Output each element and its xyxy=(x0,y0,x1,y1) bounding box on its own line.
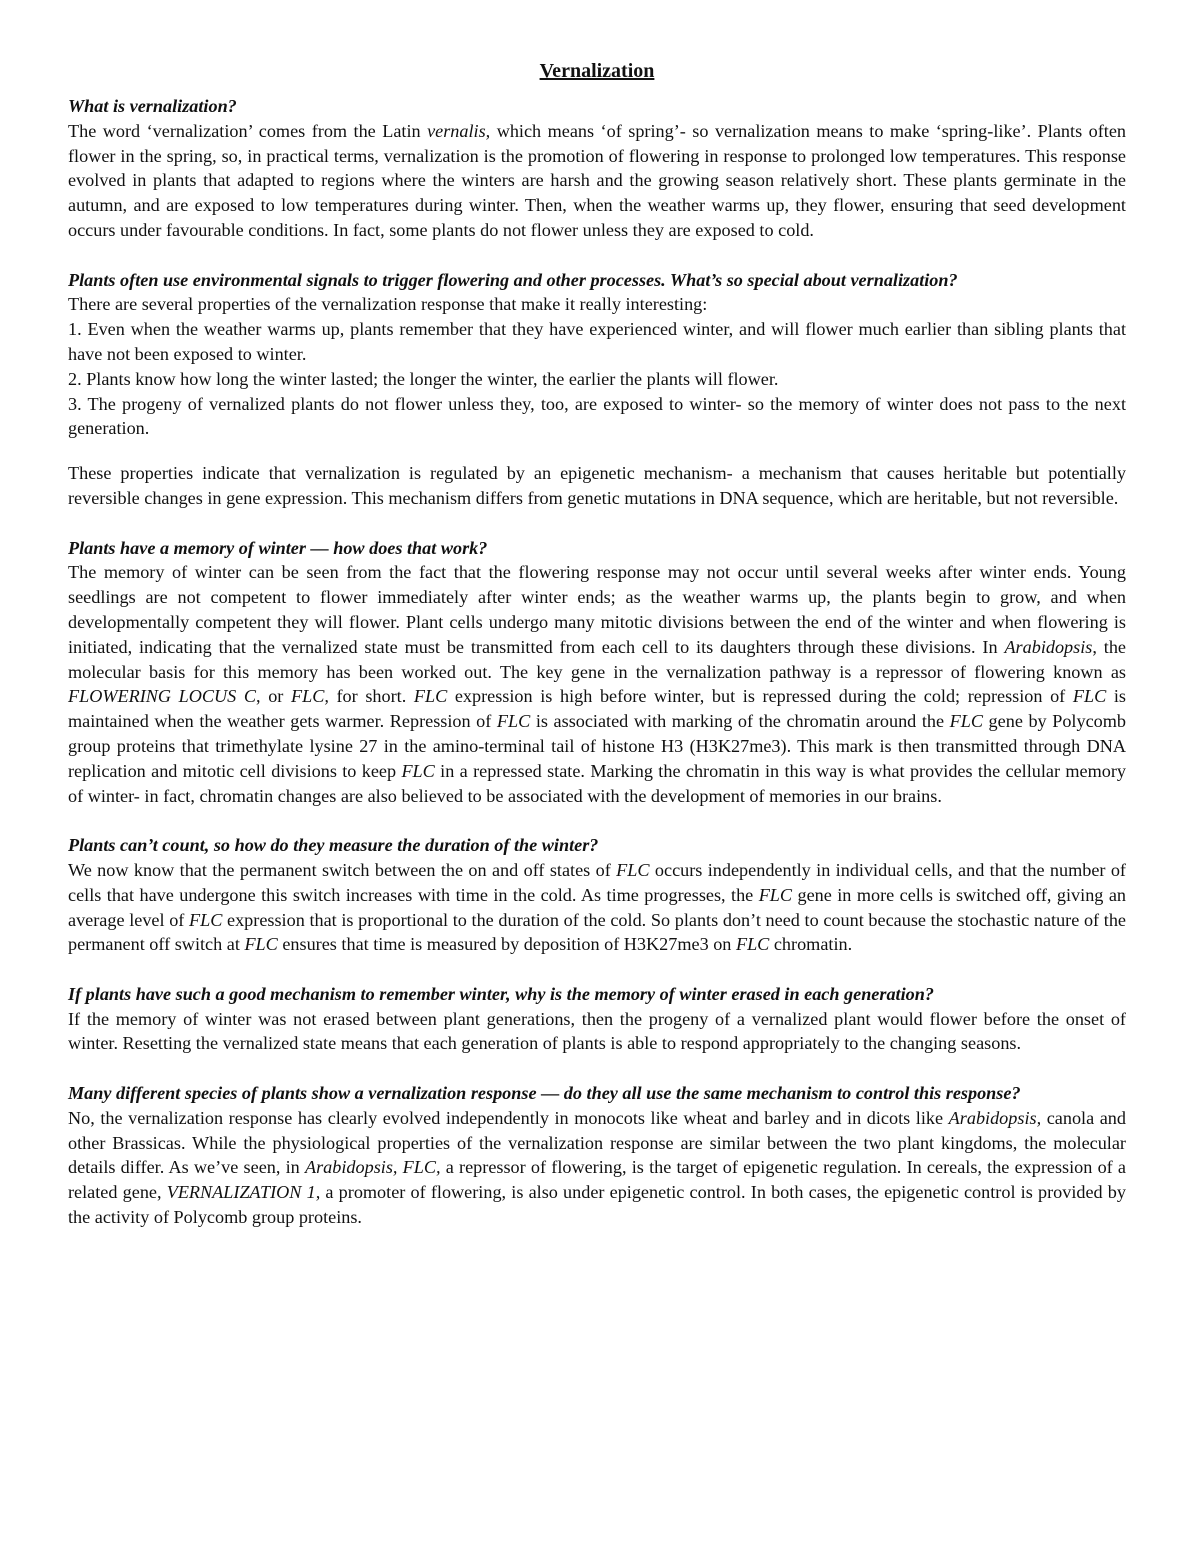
question-special-about-vernalization: Plants often use environmental signals to trigger flowering and other processes. What’s so special about vernalization? xyxy=(68,269,958,290)
question-memory-of-winter: Plants have a memory of winter — how does that work? xyxy=(68,537,488,558)
answer-paragraph-1: The word ‘vernalization’ comes from the Latin vernalis, which means ‘of spring’- so vernalization means to make ‘spring-like’. Plants often flower in the spring, so, in practical terms, vernalization is the promotion of flowering in response to prolonged low temperatures. This response evolved in plants that adapted to regions where the winters are harsh and the growing season relatively short. These plants germinate in the autumn, and are exposed to low temperatures during winter. Then, when the weather warms up, they flower, ensuring that seed development occurs under favourable conditions. In fact, some plants do not flower unless they are exposed to cold. xyxy=(68,120,1126,240)
question-what-is-vernalization: What is vernalization? xyxy=(68,96,237,116)
epigenetic-paragraph: These properties indicate that vernalization is regulated by an epigenetic mechanism- a mechanism that causes heritable but potentially reversible changes in gene expression. This mechanism differs from genetic mutations in DNA sequence, which are heritable, but not reversible. xyxy=(68,463,1126,508)
question-memory-erased: If plants have such a good mechanism to remember winter, why is the memory of winter erased in each generation? xyxy=(68,983,934,1004)
duration-paragraph: We now know that the permanent switch between the on and off states of FLC occurs independently in individual cells, and that the number of cells that have undergone this switch increases with time in the cold. As time progresses, the FLC gene in more cells is switched off, giving an average level of FLC expression that is proportional to the duration of the cold. So plants don’t need to count because the stochastic nature of the permanent off switch at FLC ensures that time is measured by deposition of H3K27me3 on FLC chromatin. xyxy=(68,859,1126,955)
mechanism-paragraph: No, the vernalization response has clearly evolved independently in monocots like wheat and barley and in dicots like Arabidopsis, canola and other Brassicas. While the physiological properties of the vernalization response are similar between the two plant kingdoms, the molecular details differ. As we’ve seen, in Arabidopsis, FLC, a repressor of flowering, is the target of epigenetic regulation. In cereals, the expression of a related gene, VERNALIZATION 1, a promoter of flowering, is also under epigenetic control. In both cases, the epigenetic control is provided by the activity of Polycomb group proteins. xyxy=(68,1107,1127,1228)
memory-paragraph: The memory of winter can be seen from the fact that the flowering response may not occur until several weeks after winter ends. Young seedlings are not competent to flower immediately after winter ends; as the weather warms up, the plants begin to grow, and when developmentally competent they will flower. Plant cells undergo many mitotic divisions between the end of the winter and when flowering is initiated, indicating that the vernalized state must be transmitted from each cell to its daughters through these divisions. In Arabidopsis, the molecular basis for this memory has been worked out. The key gene in the vernalization pathway is a repressor of flowering known as FLOWERING LOCUS C, or FLC, for short. FLC expression is high before winter, but is repressed during the cold; repression of FLC is maintained when the weather gets warmer. Repression of FLC is associated with marking of the chromatin around the FLC gene by Polycomb group proteins that trimethylate lysine 27 in the amino-terminal tail of histone H3 (H3K27me3). This mark is then transmitted through DNA replication and mitotic cell divisions to keep FLC in a repressed state. Marking the chromatin in this way is what provides the cellular memory of winter- in fact, chromatin changes are also believed to be associated with the development of memories in our brains. xyxy=(68,562,1126,806)
document-title: Vernalization xyxy=(539,60,655,82)
list-item: 2. Plants know how long the winter lasted; the longer the winter, the earlier the plants will flower. xyxy=(68,368,779,389)
list-item: 1. Even when the weather warms up, plants remember that they have experienced winter, and will flower much earlier than sibling plants that have not been exposed to winter. xyxy=(68,319,1126,364)
reset-paragraph: If the memory of winter was not erased between plant generations, then the progeny of a vernalized plant would flower before the onset of winter. Resetting the vernalized state means that each generation of plants is able to respond appropriately to the changing seasons. xyxy=(68,1008,1126,1054)
question-same-mechanism: Many different species of plants show a vernalization response — do they all use the same mechanism to control this response? xyxy=(68,1083,1021,1104)
properties-intro: There are several properties of the vernalization response that make it really interesting: xyxy=(68,294,708,315)
list-item: 3. The progeny of vernalized plants do not flower unless they, too, are exposed to winter- so the memory of winter does not pass to the next generation. xyxy=(68,393,1126,439)
question-duration-of-winter: Plants can’t count, so how do they measure the duration of the winter? xyxy=(68,835,599,856)
